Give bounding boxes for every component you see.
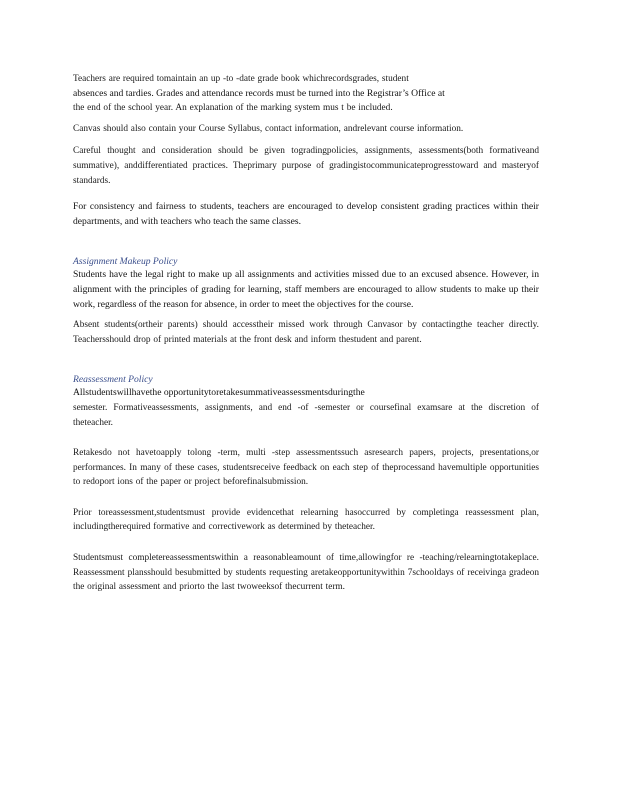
gradebook-line-1: Teachers are required tomaintain an up -to -date grade book whichrecordsgrades, student [73, 74, 409, 84]
heading-assignment-makeup: Assignment Makeup Policy [73, 256, 178, 268]
paragraph-consistency: For consistency and fairness to students, teachers are encouraged to develop consistent grading practices within their departments, and with teachers who teach the same classes. [73, 201, 539, 227]
paragraph-gradebook [73, 72, 539, 116]
gradebook-line-2: absences and tardies. Grades and attendance records must be turned into the Registrar’s Office at [73, 87, 445, 99]
paragraph-canvas: Canvas should also contain your Course Syllabus, contact information, andrelevant course information. [73, 123, 464, 134]
document-page [73, 72, 539, 595]
paragraph-reassessment-timing: Studentsmust completereassessmentswithin a reasonableamount of time,allowingfor re -teaching/relearningtotakeplace. Reassessment plansshould besubmitted by students requesting aretakeopportunitywithin 7schooldays of receivinga gradeon the original assessment and priorto the last twoweeksof thecurrent term. [73, 553, 539, 593]
gradebook-line-3: the end of the school year. An explanation of the marking system mus t be included. [73, 103, 393, 114]
paragraph-retake-opportunity [73, 386, 539, 430]
heading-reassessment: Reassessment Policy [73, 374, 153, 386]
paragraph-long-term-assessments: Retakesdo not havetoapply tolong -term, multi -step assessmentssuch asresearch papers, projects, presentations,or performances. In many of these cases, studentsreceive feedback on each step of theprocessand havemultiple opportunities to redoport ions of the paper or project beforefinalsubmission. [73, 448, 539, 488]
retake-line-1: Allstudentswillhavethe opportunitytoretakesummativeassessmentsduringthe [73, 387, 365, 399]
paragraph-grading-purpose: Careful thought and consideration should be given togradingpolicies, assignments, assessments(both formativeand summative), anddifferentiated practices. Theprimary purpose of gradingistocommunicateprogresstoward and masteryof standards. [73, 146, 539, 186]
paragraph-absent-students: Absent students(ortheir parents) should accesstheir missed work through Canvasor by contactingthe teacher directly. Teachersshould drop of printed materials at the front desk and inform thestudent and parent. [73, 320, 539, 345]
retake-line-2: semester. Formativeassessments, assignments, and end -of -semester or coursefinal examsare at the discretion of theteacher. [73, 402, 539, 428]
paragraph-makeup-rights: Students have the legal right to make up all assignments and activities missed due to an excused absence. However, in alignment with the principles of grading for learning, staff members are encouraged to allow students to make up their work, regardless of the reason for absence, in order to meet the objectives for the course. [73, 269, 539, 310]
paragraph-reassessment-plan: Prior toreassessment,studentsmust provide evidencethat relearning hasoccurred by completinga reassessment plan, includingtherequired formative and correctivework as determined by theteacher. [73, 507, 539, 533]
